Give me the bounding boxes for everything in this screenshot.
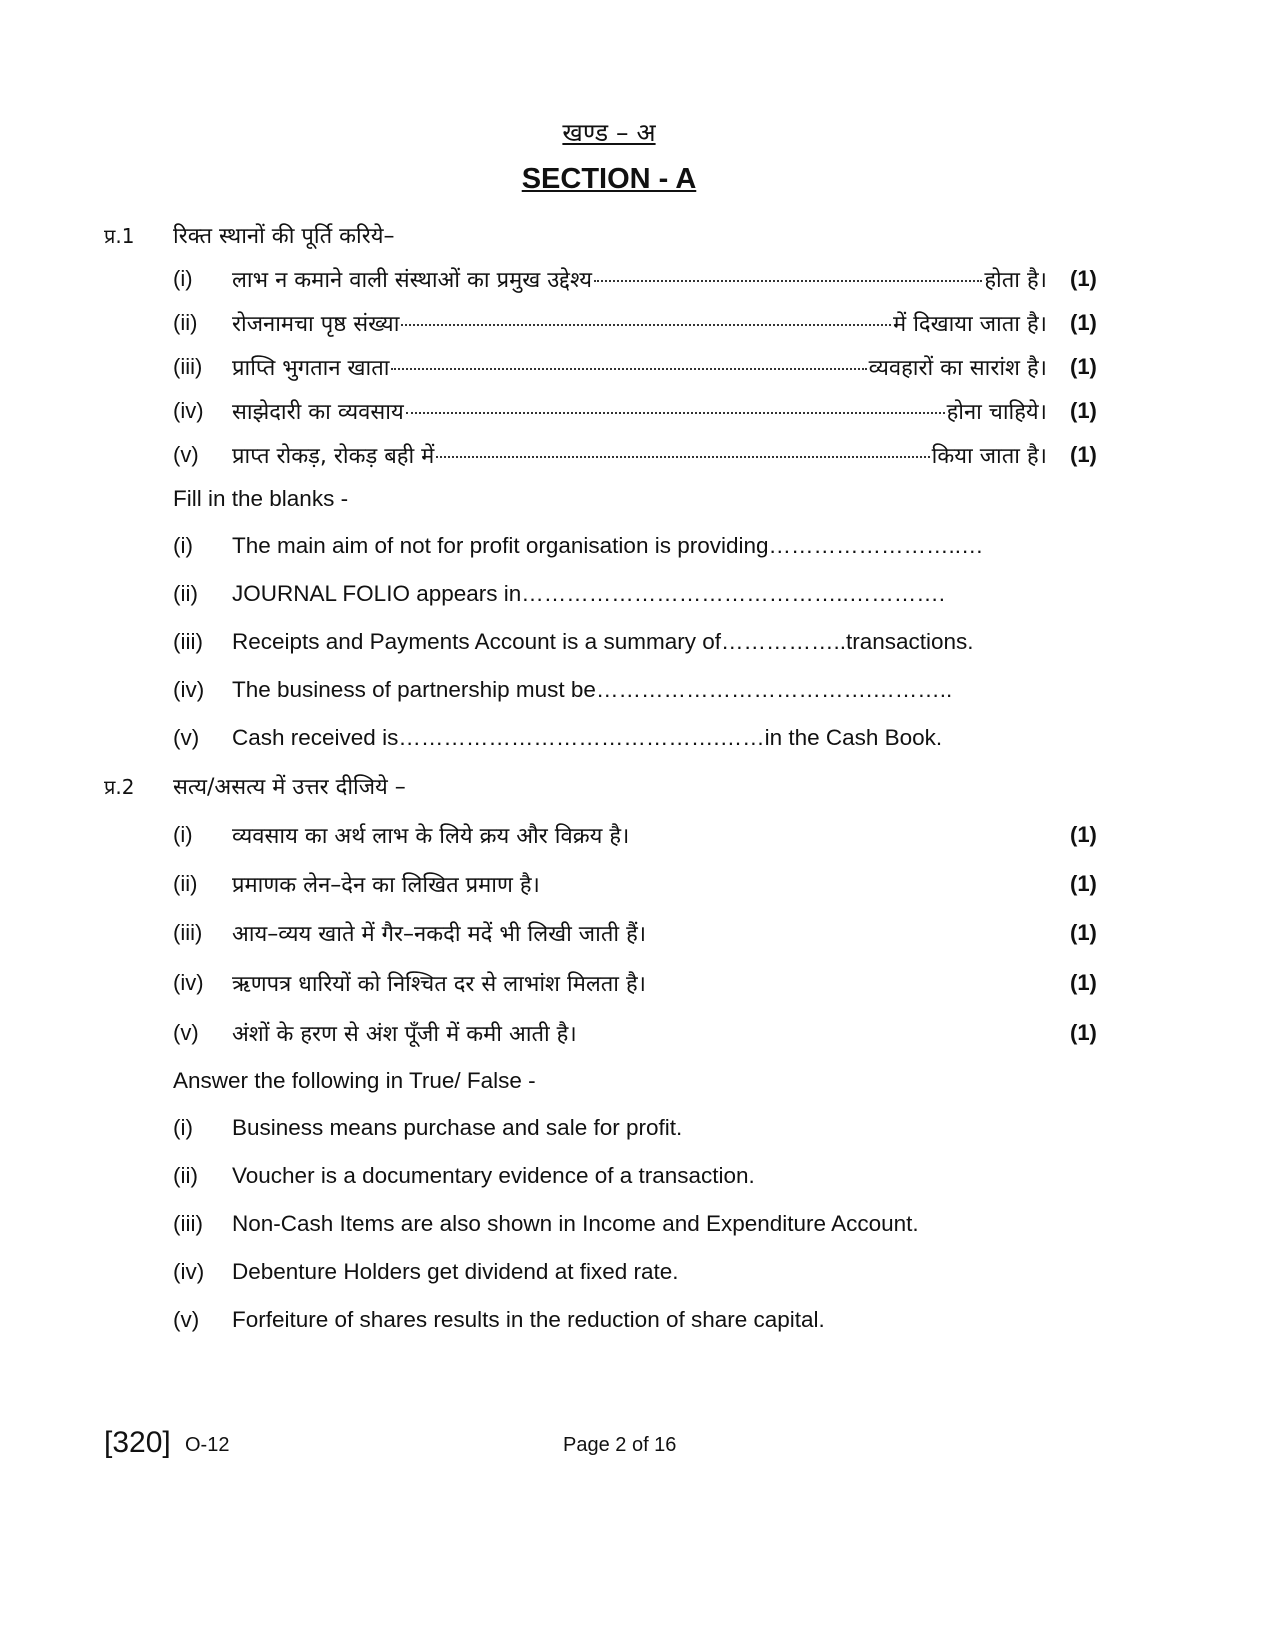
q1-english-item-num: (v) [173,725,200,750]
q1-hindi-item-text [232,396,1047,426]
blank-dots [594,280,982,282]
q1-english-item-text: JOURNAL FOLIO appears in……………………………………..…………. [232,581,946,606]
q2-hindi-item-num: (iv) [173,970,204,995]
question-2-english-instruction: Answer the following in True/ False - [173,1068,536,1093]
q2-english-item-text: Debenture Holders get dividend at fixed rate. [232,1259,679,1284]
q2-hindi-item-num: (iii) [173,920,203,945]
q1-hindi-item-text [232,308,1047,338]
blank-dots [391,368,866,370]
q1-hindi-item-after: किया जाता है। [931,444,1047,469]
q1-hindi-item-mark: (1) [1070,398,1097,423]
q2-hindi-item-mark: (1) [1070,1020,1097,1045]
q2-english-item-text: Non-Cash Items are also shown in Income and Expenditure Account. [232,1211,919,1236]
q1-english-item-text: Cash received is…………………………………….……in the Cash Book. [232,725,943,750]
q2-hindi-item-mark: (1) [1070,920,1097,945]
section-heading-hindi: खण्ड – अ [562,118,656,147]
q1-hindi-item-before: लाभ न कमाने वाली संस्थाओं का प्रमुख उद्देश्य [232,268,593,293]
q2-english-item-num: (i) [173,1115,193,1140]
q1-hindi-item-num: (ii) [173,310,198,335]
page-number: Page 2 of 16 [563,1434,677,1456]
q1-hindi-item-after: होना चाहिये। [946,400,1047,425]
q1-hindi-item-text [232,264,1047,294]
q2-hindi-item-num: (v) [173,1020,199,1045]
q1-english-item-num: (ii) [173,581,198,606]
q2-english-item-num: (iii) [173,1211,203,1236]
q1-hindi-item-after: होता है। [984,268,1047,293]
q1-hindi-item-num: (v) [173,442,199,467]
question-1-hindi-instruction: रिक्त स्थानों की पूर्ति करिये– [173,224,395,249]
q1-hindi-item-mark: (1) [1070,354,1097,379]
q1-english-item-num: (i) [173,533,193,558]
q2-hindi-item-num: (i) [173,822,193,847]
q1-hindi-item-before: रोजनामचा पृष्ठ संख्या [232,312,400,337]
q1-hindi-item-text [232,352,1047,382]
q1-english-item-text: The business of partnership must be……………………………….……….. [232,677,953,702]
question-2-number: प्र.2 [104,775,135,799]
q2-english-item-text: Business means purchase and sale for profit. [232,1115,683,1140]
q2-hindi-item-text: अंशों के हरण से अंश पूँजी में कमी आती है। [232,1022,577,1047]
q1-english-item-text: The main aim of not for profit organisation is providing……………………..… [232,533,984,558]
blank-dots [401,324,891,326]
blank-dots [436,456,929,458]
q2-english-item-text: Voucher is a documentary evidence of a transaction. [232,1163,755,1188]
q2-hindi-item-mark: (1) [1070,970,1097,995]
q2-hindi-item-text: व्यवसाय का अर्थ लाभ के लिये क्रय और विक्रय है। [232,824,630,849]
q2-english-item-num: (iv) [173,1259,205,1284]
paper-code: [320] [104,1426,171,1459]
q2-english-item-num: (ii) [173,1163,198,1188]
question-2-hindi-instruction: सत्य/असत्य में उत्तर दीजिये – [173,775,406,800]
q1-hindi-item-num: (i) [173,266,193,291]
q2-hindi-item-text: प्रमाणक लेन–देन का लिखित प्रमाण है। [232,873,540,898]
q1-hindi-item-mark: (1) [1070,310,1097,335]
q1-hindi-item-after: व्यवहारों का सारांश है। [868,356,1047,381]
blank-dots [406,412,945,414]
q1-hindi-item-before: साझेदारी का व्यवसाय [232,400,404,425]
q1-hindi-item-after: में दिखाया जाता है। [893,312,1047,337]
q1-english-item-text: Receipts and Payments Account is a summary of……………..transactions. [232,629,974,654]
q2-hindi-item-text: ऋणपत्र धारियों को निश्चित दर से लाभांश मिलता है। [232,972,647,997]
q1-hindi-item-before: प्राप्ति भुगतान खाता [232,356,390,381]
q1-hindi-item-mark: (1) [1070,442,1097,467]
q2-hindi-item-num: (ii) [173,871,198,896]
q2-english-item-text: Forfeiture of shares results in the reduction of share capital. [232,1307,825,1332]
q1-hindi-item-num: (iv) [173,398,204,423]
q1-hindi-item-num: (iii) [173,354,203,379]
q1-english-item-num: (iv) [173,677,205,702]
q1-hindi-item-before: प्राप्त रोकड़, रोकड़ बही में [232,444,435,469]
paper-subcode: O-12 [185,1434,230,1456]
q1-hindi-item-text [232,440,1047,470]
q2-hindi-item-mark: (1) [1070,871,1097,896]
question-1-english-instruction: Fill in the blanks - [173,486,349,511]
q2-english-item-num: (v) [173,1307,200,1332]
q1-hindi-item-mark: (1) [1070,266,1097,291]
section-heading-english: SECTION - A [521,163,697,195]
q2-hindi-item-mark: (1) [1070,822,1097,847]
question-1-number: प्र.1 [104,224,135,248]
q1-english-item-num: (iii) [173,629,203,654]
q2-hindi-item-text: आय–व्यय खाते में गैर–नकदी मदें भी लिखी जाती हैं। [232,922,647,947]
